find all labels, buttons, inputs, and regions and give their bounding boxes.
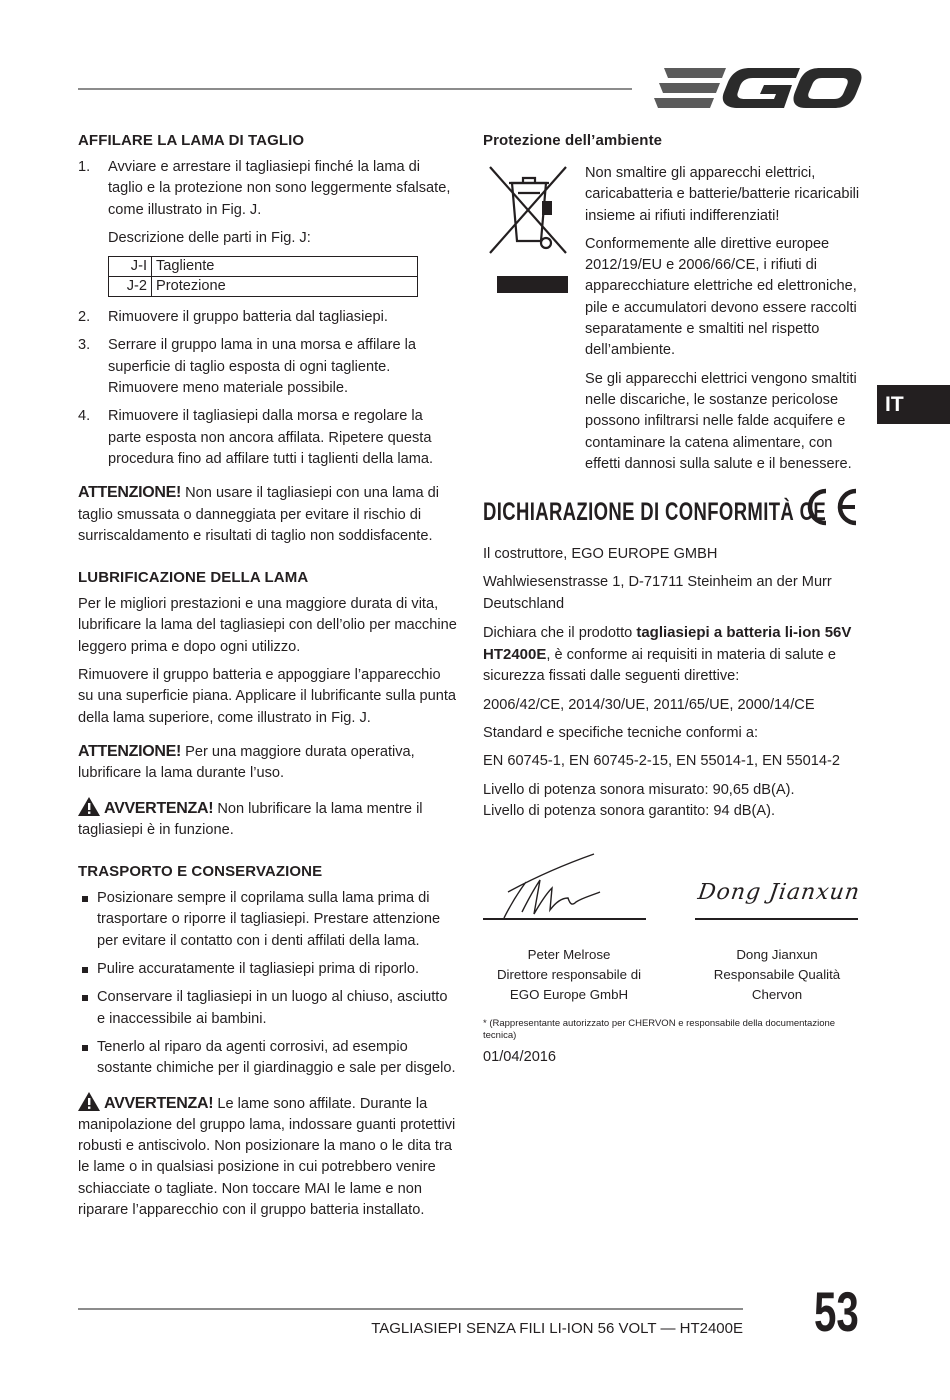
signature-line-2 — [695, 918, 858, 920]
bullet-icon — [82, 967, 88, 973]
ce-standards-intro: Standard e specifiche tecniche conformi a: — [483, 725, 759, 742]
warning-text: Le lame sono affilate. Durante la manipolazione del gruppo lama, indossare guanti protettivi robusti e antiscivolo. Non posizionare la mano o le dita tra le lame o in qualsiasi posizione in cui potrebbero venire schiacciate o tagliate. Non toccare MAI le lame e non riparare l’apparecchio con il gruppo batteria installato. — [78, 1095, 456, 1218]
left-column — [78, 132, 458, 1228]
ce-directives: 2006/42/CE, 2014/30/UE, 2011/65/UE, 2000/14/CE — [483, 696, 815, 713]
language-tab: IT — [877, 385, 950, 424]
item-text: Tenerlo al riparo da agenti corrosivi, ad esempio sostante chimiche per il giardinaggio e sale per disgelo. — [97, 1038, 456, 1077]
header-rule — [78, 88, 632, 90]
step-text: Rimuovere il gruppo batteria dal tagliasiepi. — [108, 309, 388, 326]
lube-paragraph-1: Per le migliori prestazioni e una maggiore durata di vita, lubrificare la lama del tagliasiepi con dell’olio per macchine leggero prima e dopo ogni utilizzo. — [78, 596, 457, 655]
sharpen-steps — [78, 157, 458, 221]
part-code: J-I — [109, 257, 152, 277]
caution-lube — [78, 741, 458, 785]
step-number: 1. — [78, 159, 91, 175]
list-item — [78, 335, 458, 399]
footer-text: TAGLIASIEPI SENZA FILI LI-ION 56 VOLT — HT2400E — [371, 1320, 743, 1337]
date: 01/04/2016 — [483, 1049, 557, 1065]
parts-table — [108, 256, 418, 297]
caution-label: ATTENZIONE! — [78, 484, 182, 502]
step-text: Rimuovere il tagliasiepi dalla morsa e regolare la parte esposta non ancora affilata. Ripetere questa procedura fino ad affilare tutti i taglienti della lama. — [108, 408, 434, 467]
bullet-icon — [82, 1045, 88, 1051]
item-text: Pulire accuratamente il tagliasiepi prima di riporlo. — [97, 961, 420, 978]
warning-triangle-icon — [78, 797, 100, 816]
ce-address: Wahlwiesenstrasse 1, D-71711 Steinheim an der Murr Deutschland — [483, 574, 832, 612]
ce-standards: EN 60745-1, EN 60745-2-15, EN 55014-1, EN 55014-2 — [483, 753, 840, 770]
signer-name: Dong Jianxun — [736, 947, 818, 962]
item-text: Posizionare sempre il coprilama sulla lama prima di trasportare o riporre il tagliasiepi. Prestare attenzione per evitare il contatto con i denti affilati della lama. — [97, 890, 441, 949]
caution-sharpen — [78, 482, 458, 547]
table-row — [109, 257, 418, 277]
signature-2: Dong Jianxun — [696, 880, 862, 905]
page-number: 53 — [814, 1280, 859, 1343]
ce-manufacturer: Il costruttore, EGO EUROPE GMBH — [483, 546, 718, 562]
declaration-text: Dichiara che il prodotto — [483, 624, 637, 641]
caution-text: Non usare il tagliasiepi con una lama di taglio smussata o danneggiata per evitare il rischio di surriscaldamento e risultati di taglio non soddisfacente. — [78, 485, 440, 544]
signer-1 — [483, 945, 655, 1005]
step-number: 3. — [78, 337, 91, 354]
warning-label: AVVERTENZA! — [104, 799, 214, 817]
step-number: 2. — [78, 309, 91, 326]
list-item — [78, 406, 458, 470]
section-title-environment: Protezione dell’ambiente — [483, 132, 663, 149]
bullet-icon — [82, 995, 88, 1001]
sharpen-steps-continued — [78, 307, 458, 470]
sound-measured: Livello di potenza sonora misurato: 90,65 dB(A). — [483, 781, 795, 798]
env-paragraph-3: Se gli apparecchi elettrici vengono smaltiti nelle discariche, le sostanze pericolose possono infiltrarsi nelle falde acquifere e contaminare la catena alimentare, con effetti dannosi sulla salute e il benessere. — [585, 370, 857, 472]
step-text: Serrare il gruppo lama in una morsa e affilare la superficie di taglio esposta di ogni tagliente. Rimuovere meno materiale possibile. — [108, 337, 416, 397]
warning-text: Non lubrificare la lama mentre il tagliasiepi è in funzione. — [78, 800, 423, 838]
declaration-text: , è conforme ai requisiti in materia di salute e sicurezza fissati dalle seguenti direttive: — [483, 647, 836, 685]
section-title-lube: LUBRIFICAZIONE DELLA LAMA — [78, 569, 309, 587]
ce-declaration — [483, 622, 868, 688]
part-code: J-2 — [109, 277, 152, 297]
env-paragraph-1: Non smaltire gli apparecchi elettrici, caricabatteria e batterie/batterie ricaricabili insieme ai rifiuti indifferenziati! — [585, 165, 860, 224]
section-title-sharpen: AFFILARE LA LAMA DI TAGLIO — [78, 132, 305, 149]
caution-label: ATTENZIONE! — [78, 742, 182, 760]
ce-title: DICHIARAZIONE DI CONFORMITÀ CE — [483, 498, 827, 526]
step-text: Avviare e arrestare il tagliasiepi finché la lama di taglio e la protezione non sono leggermente sfalsate, come illustrato in Fig. J. — [108, 159, 451, 218]
table-row — [109, 277, 418, 297]
right-column — [483, 132, 868, 157]
list-item — [78, 1037, 458, 1080]
lube-paragraph-2: Rimuovere il gruppo batteria e appoggiare l’apparecchio su una superficie piana. Applicare il lubrificante sulla punta della lama superiore, come illustrato in Fig. J. — [78, 667, 457, 726]
caution-text: Per una maggiore durata operativa, lubrificare la lama durante l’uso. — [78, 743, 415, 782]
sound-guaranteed: Livello di potenza sonora garantito: 94 dB(A). — [483, 802, 776, 819]
footer-rule — [78, 1308, 743, 1310]
list-item — [78, 959, 458, 980]
env-paragraph-2: Conformemente alle direttive europee 2012/19/EU e 2006/66/CE, i rifiuti di apparecchiature elettriche ed elettroniche, pile e accumulatori devono essere raccolti separatamente e smaltiti nel rispetto dell’ambiente. — [585, 235, 857, 359]
product-name: tagliasiepi a batteria li-ion 56V HT2400E — [483, 623, 852, 664]
signature-line-1 — [483, 918, 646, 920]
warning-storage — [78, 1092, 458, 1222]
list-item — [78, 157, 458, 221]
crossed-bin-icon — [486, 163, 570, 295]
part-name: Tagliente — [152, 257, 418, 277]
parts-intro: Descrizione delle parti in Fig. J: — [108, 229, 311, 246]
bullet-icon — [82, 896, 88, 902]
ce-mark-icon — [802, 488, 860, 526]
ego-logo — [650, 66, 862, 112]
warning-lube — [78, 797, 458, 842]
warning-triangle-icon — [78, 1092, 100, 1111]
storage-list — [78, 888, 458, 1079]
list-item — [78, 888, 458, 952]
warning-label: AVVERTENZA! — [104, 1094, 214, 1112]
list-item — [78, 987, 458, 1030]
item-text: Conservare il tagliasiepi in un luogo al chiuso, asciutto e inaccessibile ai bambini. — [97, 989, 448, 1027]
step-number: 4. — [78, 408, 91, 425]
section-title-storage: TRASPORTO E CONSERVAZIONE — [78, 863, 323, 881]
ce-body — [483, 544, 868, 829]
ce-heading — [483, 498, 827, 532]
signer-role: Responsabile Qualità Chervon — [713, 967, 841, 1002]
part-name: Protezione — [152, 277, 418, 297]
signer-role: EGO Europe GmbH — [509, 987, 629, 1002]
list-item — [78, 307, 458, 328]
environment-text — [585, 163, 870, 482]
signature-1 — [490, 852, 630, 922]
signer-role: Direttore responsabile di — [496, 967, 642, 982]
footnote: * (Rappresentante autorizzato per CHERVON e responsabile della documentazione tecnica) — [483, 1018, 836, 1041]
signer-name: Peter Melrose — [527, 947, 611, 962]
signer-2 — [688, 945, 866, 1005]
